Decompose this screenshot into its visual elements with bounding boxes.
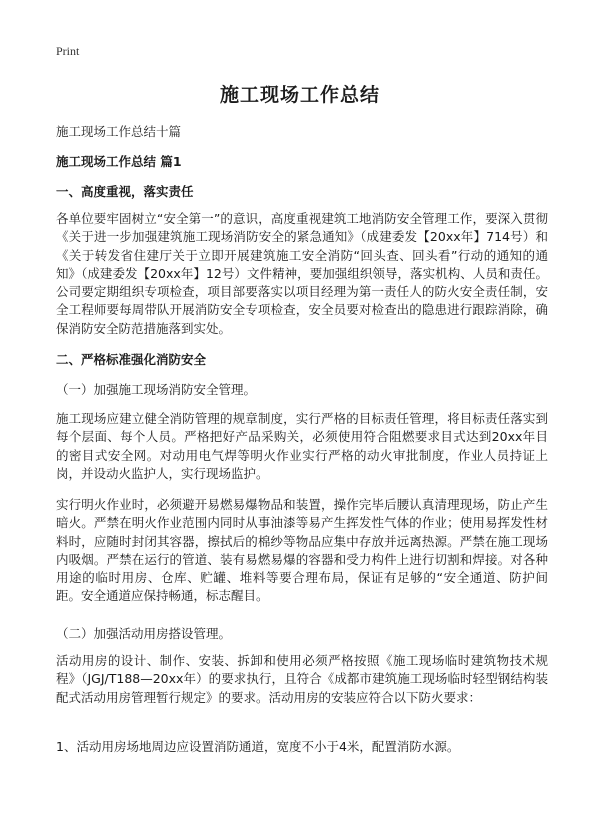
subsection-heading-2: （二）加强活动用房搭设管理。 [56,626,232,641]
list-item-1: 1、活动用房场地周边应设置消防通道，宽度不小于4米，配置消防水源。 [56,739,460,754]
paragraph-site-management: 施工现场应建立健全消防管理的规章制度，实行严格的目标责任管理，将目标责任落实到每个层面、每个人员。严格把好产品采购关，必须使用符合阻燃要求目式达到20xx年目的密目式安全网。对动用电气焊等明火作业实行严格的动火审批制度，作业人员持证上岗，并设动火监护人，实行现场监护。 [56,411,548,481]
paragraph-temporary-housing: 活动用房的设计、制作、安装、拆卸和使用必须严格按照《施工现场临时建筑物技术规程》（JGJ/T188—20xx年）的要求执行，且符合《成都市建筑施工现场临时轻型钢结构装配式活动用房管理暂行规定》的要求。活动用房的安装应符合以下防火要求： [56,653,548,705]
document-subtitle: 施工现场工作总结十篇 [56,124,182,139]
subsection-heading-1: （一）加强施工现场消防安全管理。 [56,382,257,397]
paragraph-responsibility: 各单位要牢固树立“安全第一”的意识，高度重视建筑工地消防安全管理工作，要深入贯彻《关于进一步加强建筑施工现场消防安全的紧急通知》（成建委发【20xx年】714号）和《关于转发省住建厅关于立即开展建筑施工安全消防“回头查、回头看”行动的通知的通知》（成建委发【20xx年】12号）文件精神，要加强组织领导，落实机构、人员和责任。公司要定期组织专项检查，项目部要落实以项目经理为第一责任人的防火安全责任制，安全工程师要每周带队开展消防安全专项检查，安全员要对检查出的隐患进行跟踪消除，确保消防安全防范措施落到实处。 [56,211,548,336]
print-label: Print [56,44,80,58]
document-title: 施工现场工作总结 [219,84,380,106]
section-heading-2: 二、严格标准强化消防安全 [56,352,207,367]
article-title: 施工现场工作总结 篇1 [56,154,182,169]
section-heading-1: 一、高度重视，落实责任 [56,184,194,199]
paragraph-open-flame: 实行明火作业时，必须避开易燃易爆物品和装置，操作完毕后腰认真清理现场，防止产生暗火。严禁在明火作业范围内同时从事油漆等易产生挥发性气体的作业；使用易挥发性材料时，应随时封闭其容器，擦拭后的棉纱等物品应集中存放并远离热源。严禁在施工现场内吸烟。严禁在运行的管道、装有易燃易爆的容器和受力构件上进行切割和焊接。对各种用途的临时用房、仓库、贮罐、堆料等要合理布局，保证有足够的“安全通道、防护间距。安全通道应保持畅通，标志醒目。 [56,497,548,604]
